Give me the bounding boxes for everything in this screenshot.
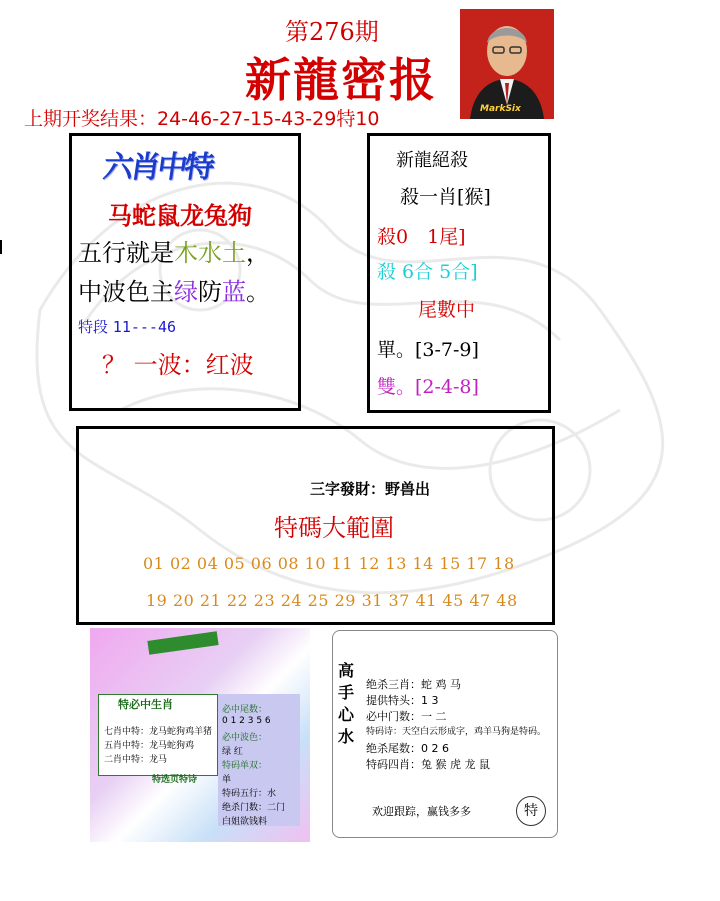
kill-zodiac: 殺一肖[猴] [400,186,491,208]
numbers-row-2: 19 20 21 22 23 24 25 29 31 37 41 45 47 48 [146,591,518,610]
card-right-footer: 欢迎跟踪，赢钱多多 [372,805,471,818]
card-footer: 特选页特诗 [152,775,198,785]
wave-pick: ？ 一波：红波 [102,351,254,379]
card-side-4: 绿 红 [222,747,243,757]
card-right-line-1: 绝杀三肖：蛇 鸡 马 [366,678,461,691]
card-right-line-3: 必中门数：一 二 [366,710,447,723]
tail-title: 尾數中 [418,299,476,321]
wave-color-mid: 防 [198,278,222,306]
card-side-9: 白姐欲钱料 [222,817,268,827]
three-char-hint: 三字發財：野兽出 [310,480,431,498]
wave-color-main: 绿 [174,278,198,306]
single-tails: 單。[3-7-9] [377,339,479,361]
card-side-3: 必中波色： [222,733,268,743]
photo-brand: MarkSix [480,104,521,114]
vertical-title: 高手心水 [338,661,355,746]
card-side-1: 必中尾数： [222,705,268,715]
zodiac-list: 马蛇鼠龙兔狗 [108,201,252,230]
special-range-label: 特段 [78,318,109,336]
kill-box-title: 新龍絕殺 [396,150,468,171]
card-side-2: 0 1 2 3 5 6 [222,716,271,726]
card-side-7: 特码五行：水 [222,789,277,799]
edge-mark [0,240,2,254]
card-banner-art [147,631,218,655]
card-line-2: 五肖中特：龙马蛇狗鸡 [104,741,195,751]
five-elements-value: 木水土 [174,239,246,267]
wave-color-prefix: 中波色主 [78,278,174,306]
wave-color-line [78,272,270,307]
stamp-icon: 特 [516,796,546,826]
card-right-line-2: 提供特头：1 3 [366,694,439,707]
special-range [78,316,176,337]
five-elements-line [78,233,270,268]
card-line-1: 七肖中特：龙马蛇狗鸡羊猪 [104,727,213,737]
five-elements-prefix: 五行就是 [78,239,174,267]
kill-he: 殺 6合 5合] [377,261,478,283]
wave-color-suffix: 。 [246,278,270,306]
double-tails: 雙。[2-4-8] [377,376,479,398]
card-right-line-4: 特码诗：天空白云形成字，鸡羊马狗是特码。 [366,727,547,737]
card-side-5: 特码单双： [222,761,268,771]
kill-tail: 殺0 1尾] [377,226,466,248]
card-right-line-6: 特码四肖：兔 猴 虎 龙 鼠 [366,758,490,771]
page-title: 新龍密报 [245,53,437,107]
wave-color-alt: 蓝 [222,278,246,306]
range-title: 特碼大範圍 [274,514,394,542]
tips-card-left [90,628,310,842]
card-line-3: 二肖中特：龙马 [104,755,168,765]
issue-number: 第276期 [285,18,379,46]
card-side-8: 绝杀门数：二门 [222,803,286,813]
five-elements-suffix: ， [246,239,270,267]
card-banner: 特必中生肖 [118,698,173,711]
numbers-row-1: 01 02 04 05 06 08 10 11 12 13 14 15 17 18 [143,554,515,573]
special-range-value: 11---46 [112,318,177,336]
wordart-title: 六肖中特 [101,150,214,185]
last-result: 上期开奖结果：24-46-27-15-43-29特10 [24,108,380,130]
portrait-photo [460,9,554,119]
card-right-line-5: 绝杀尾数：0 2 6 [366,742,449,755]
card-side-6: 单 [222,775,232,785]
